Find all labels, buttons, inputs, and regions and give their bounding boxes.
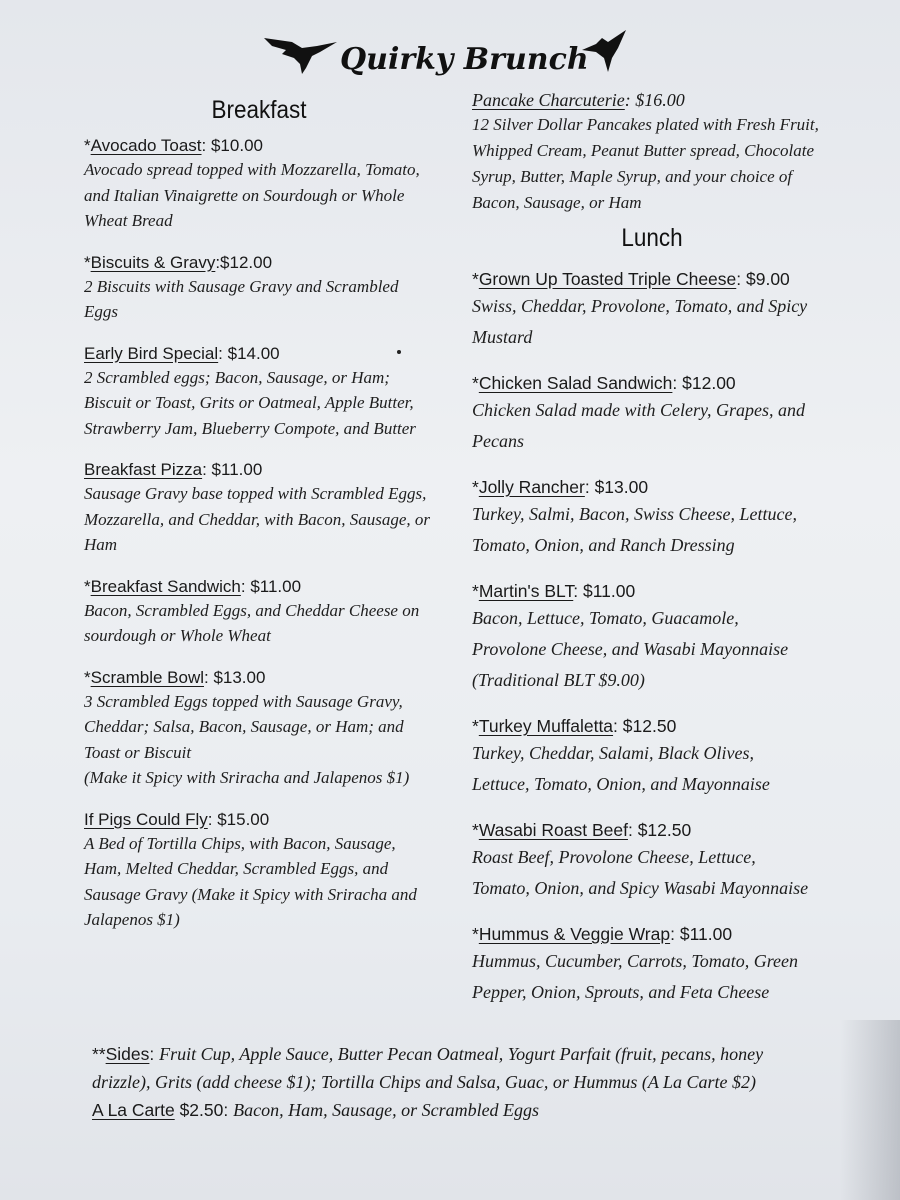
item-name: Wasabi Roast Beef	[478, 820, 628, 840]
item-description	[84, 274, 434, 325]
item-title-line	[472, 579, 832, 603]
item-description	[472, 842, 832, 904]
breakfast-column	[84, 96, 434, 951]
menu-item	[472, 818, 832, 904]
menu-item	[84, 809, 434, 933]
menu-item	[84, 667, 434, 791]
menu-item	[84, 343, 434, 442]
hummingbird-icon	[262, 28, 340, 76]
item-title-line	[472, 922, 832, 946]
item-title-line	[84, 135, 434, 157]
item-title-line	[472, 714, 832, 738]
description-line: Syrup, Butter, Maple Syrup, and your choice of	[472, 167, 793, 186]
alacarte-line	[92, 1096, 852, 1124]
description-line: Cheddar; Salsa, Bacon, Sausage, or Ham; and	[84, 717, 404, 736]
item-title-line	[472, 475, 832, 499]
item-description	[84, 157, 434, 234]
menu-title: Quirky Brunch	[340, 42, 589, 77]
description-line: sourdough or Whole Wheat	[84, 626, 271, 645]
item-price: :$12.00	[215, 252, 273, 272]
description-line: 12 Silver Dollar Pancakes plated with Fresh Fruit,	[472, 115, 819, 134]
item-title-line	[472, 267, 832, 291]
item-marker: *	[472, 373, 479, 393]
description-line: Toast or Biscuit	[84, 742, 192, 762]
description-line: Provolone Cheese, and Wasabi Mayonnaise	[472, 639, 789, 659]
item-description	[84, 689, 434, 791]
description-line: Bacon, Lettuce, Tomato, Guacamole,	[472, 608, 739, 628]
item-marker: *	[472, 924, 479, 944]
description-line: Pecans	[472, 431, 524, 451]
item-marker: *	[472, 581, 479, 601]
description-line: Bacon, Sausage, or Ham	[472, 193, 642, 212]
item-title-line	[84, 459, 434, 481]
item-marker: *	[472, 716, 479, 736]
lunch-heading: Lunch	[621, 224, 683, 252]
breakfast-heading: Breakfast	[211, 96, 307, 124]
description-line: Swiss, Cheddar, Provolone, Tomato, and Spicy	[472, 296, 808, 316]
item-name: Hummus & Veggie Wrap	[478, 924, 671, 944]
menu-item	[472, 88, 832, 216]
item-name: Grown Up Toasted Triple Cheese	[478, 269, 737, 289]
item-price: : $15.00	[207, 809, 270, 829]
item-title-line	[472, 371, 832, 395]
description-line: Ham, Melted Cheddar, Scrambled Eggs, and	[84, 859, 389, 878]
sides-text-continued: drizzle), Grits (add cheese $1); Tortilla Chips and Salsa, Guac, or Hummus (A La Carte $2)	[92, 1072, 757, 1092]
description-line: and Italian Vinaigrette on Sourdough or Whole	[84, 185, 405, 205]
sides-footer	[92, 1040, 852, 1124]
description-line: 2 Scrambled eggs; Bacon, Sausage, or Ham;	[84, 367, 390, 387]
item-description	[472, 603, 832, 696]
item-price: : $11.00	[202, 460, 263, 479]
alacarte-price: $2.50:	[174, 1100, 234, 1120]
item-name: Chicken Salad Sandwich	[478, 373, 673, 393]
description-line: Roast Beef, Provolone Cheese, Lettuce,	[472, 847, 756, 867]
menu-item	[84, 459, 434, 558]
description-line: Biscuit or Toast, Grits or Oatmeal, Apple Butter,	[84, 393, 414, 412]
breakfast-items	[84, 135, 434, 933]
item-name: If Pigs Could Fly	[84, 809, 208, 829]
description-line: Lettuce, Tomato, Onion, and Mayonnaise	[472, 774, 770, 794]
item-description	[472, 738, 832, 800]
item-description	[472, 499, 832, 561]
description-line: Tomato, Onion, and Ranch Dressing	[472, 535, 735, 555]
sides-label: Sides	[105, 1044, 150, 1064]
description-line: Turkey, Cheddar, Salami, Black Olives,	[472, 743, 754, 763]
item-price: : $12.00	[672, 373, 736, 393]
item-title-line	[84, 667, 434, 689]
item-description	[472, 112, 832, 216]
sides-line	[92, 1040, 852, 1068]
description-line: Strawberry Jam, Blueberry Compote, and Butter	[84, 418, 416, 438]
item-description	[84, 831, 434, 933]
menu-item	[84, 576, 434, 649]
item-name: Jolly Rancher	[478, 477, 585, 497]
item-marker: *	[472, 820, 479, 840]
description-line: (Make it Spicy with Sriracha and Jalapenos $1)	[84, 768, 410, 787]
description-line: Chicken Salad made with Celery, Grapes, and	[472, 400, 805, 420]
item-marker: *	[472, 269, 479, 289]
description-line: (Traditional BLT $9.00)	[472, 670, 645, 690]
menu-item	[472, 267, 832, 353]
item-price: : $12.50	[613, 716, 677, 736]
item-description	[84, 365, 434, 442]
item-marker: *	[84, 252, 91, 272]
description-line: Pepper, Onion, Sprouts, and Feta Cheese	[472, 982, 770, 1002]
description-line: Mustard	[472, 327, 533, 347]
description-line: Eggs	[84, 302, 118, 321]
item-title-line	[84, 343, 434, 365]
item-name: Breakfast Pizza	[84, 460, 203, 479]
item-name: Scramble Bowl	[90, 667, 204, 687]
item-price: : $16.00	[624, 90, 685, 110]
item-description	[472, 395, 832, 457]
item-title-line	[84, 252, 434, 274]
item-title-line	[472, 818, 832, 842]
item-price: : $12.50	[627, 820, 692, 840]
menu-item	[472, 371, 832, 457]
item-marker: *	[84, 667, 91, 687]
item-price: : $11.00	[240, 576, 302, 596]
sides-marker: **	[92, 1044, 106, 1064]
description-line: Sausage Gravy base topped with Scrambled Eggs,	[84, 484, 427, 503]
menu-item	[472, 922, 832, 1008]
item-price: : $11.00	[670, 924, 733, 944]
alacarte-label: A La Carte	[92, 1100, 175, 1120]
item-name: Biscuits & Gravy	[90, 252, 216, 272]
menu-item	[84, 135, 434, 234]
description-line: Turkey, Salmi, Bacon, Swiss Cheese, Lettuce,	[472, 504, 797, 524]
description-line: Ham	[84, 535, 118, 554]
item-name: Martin's BLT	[478, 581, 574, 601]
description-line: Wheat Bread	[84, 211, 173, 230]
item-description	[472, 291, 832, 353]
right-column	[472, 88, 832, 1026]
description-line: Whipped Cream, Peanut Butter spread, Chocolate	[472, 141, 814, 160]
item-description	[472, 946, 832, 1008]
sides-colon: :	[149, 1044, 160, 1064]
item-description	[84, 598, 434, 649]
lunch-items	[472, 267, 832, 1008]
hummingbird-icon	[578, 28, 628, 74]
description-line: Jalapenos $1)	[84, 910, 180, 929]
item-marker: *	[472, 477, 479, 497]
item-title-line	[84, 576, 434, 598]
alacarte-text: Bacon, Ham, Sausage, or Scrambled Eggs	[233, 1100, 540, 1120]
description-line: Tomato, Onion, and Spicy Wasabi Mayonnaise	[472, 878, 809, 898]
menu-item	[472, 714, 832, 800]
item-price: : $14.00	[218, 343, 280, 363]
item-price: : $10.00	[201, 136, 263, 155]
item-price: : $13.00	[584, 477, 649, 497]
sides-text: Fruit Cup, Apple Sauce, Butter Pecan Oatmeal, Yogurt Parfait (fruit, pecans, honey	[159, 1044, 764, 1064]
item-price: : $11.00	[573, 581, 636, 601]
menu-item	[84, 252, 434, 325]
item-name: Pancake Charcuterie	[472, 90, 625, 110]
description-line: Bacon, Scrambled Eggs, and Cheddar Cheese on	[84, 600, 420, 620]
item-title-line	[84, 809, 434, 831]
menu-item	[472, 579, 832, 696]
item-price: : $9.00	[736, 269, 790, 289]
description-line: 3 Scrambled Eggs topped with Sausage Gravy,	[84, 691, 403, 711]
item-price: : $13.00	[204, 667, 266, 687]
description-line: A Bed of Tortilla Chips, with Bacon, Sausage,	[84, 833, 396, 853]
item-name: Avocado Toast	[90, 136, 202, 155]
description-line: 2 Biscuits with Sausage Gravy and Scrambled	[84, 276, 399, 296]
description-line: Sausage Gravy (Make it Spicy with Sriracha and	[84, 884, 417, 904]
item-name: Turkey Muffaletta	[478, 716, 614, 736]
description-line: Avocado spread topped with Mozzarella, Tomato,	[84, 160, 420, 179]
description-line: Hummus, Cucumber, Carrots, Tomato, Green	[472, 951, 799, 971]
menu-header	[0, 26, 900, 86]
menu-item	[472, 475, 832, 561]
item-marker: *	[84, 576, 91, 596]
item-marker: *	[84, 136, 91, 155]
item-name: Breakfast Sandwich	[90, 576, 241, 596]
item-description	[84, 481, 434, 558]
description-line: Mozzarella, and Cheddar, with Bacon, Sausage, or	[84, 509, 430, 529]
item-name: Early Bird Special	[84, 343, 219, 363]
